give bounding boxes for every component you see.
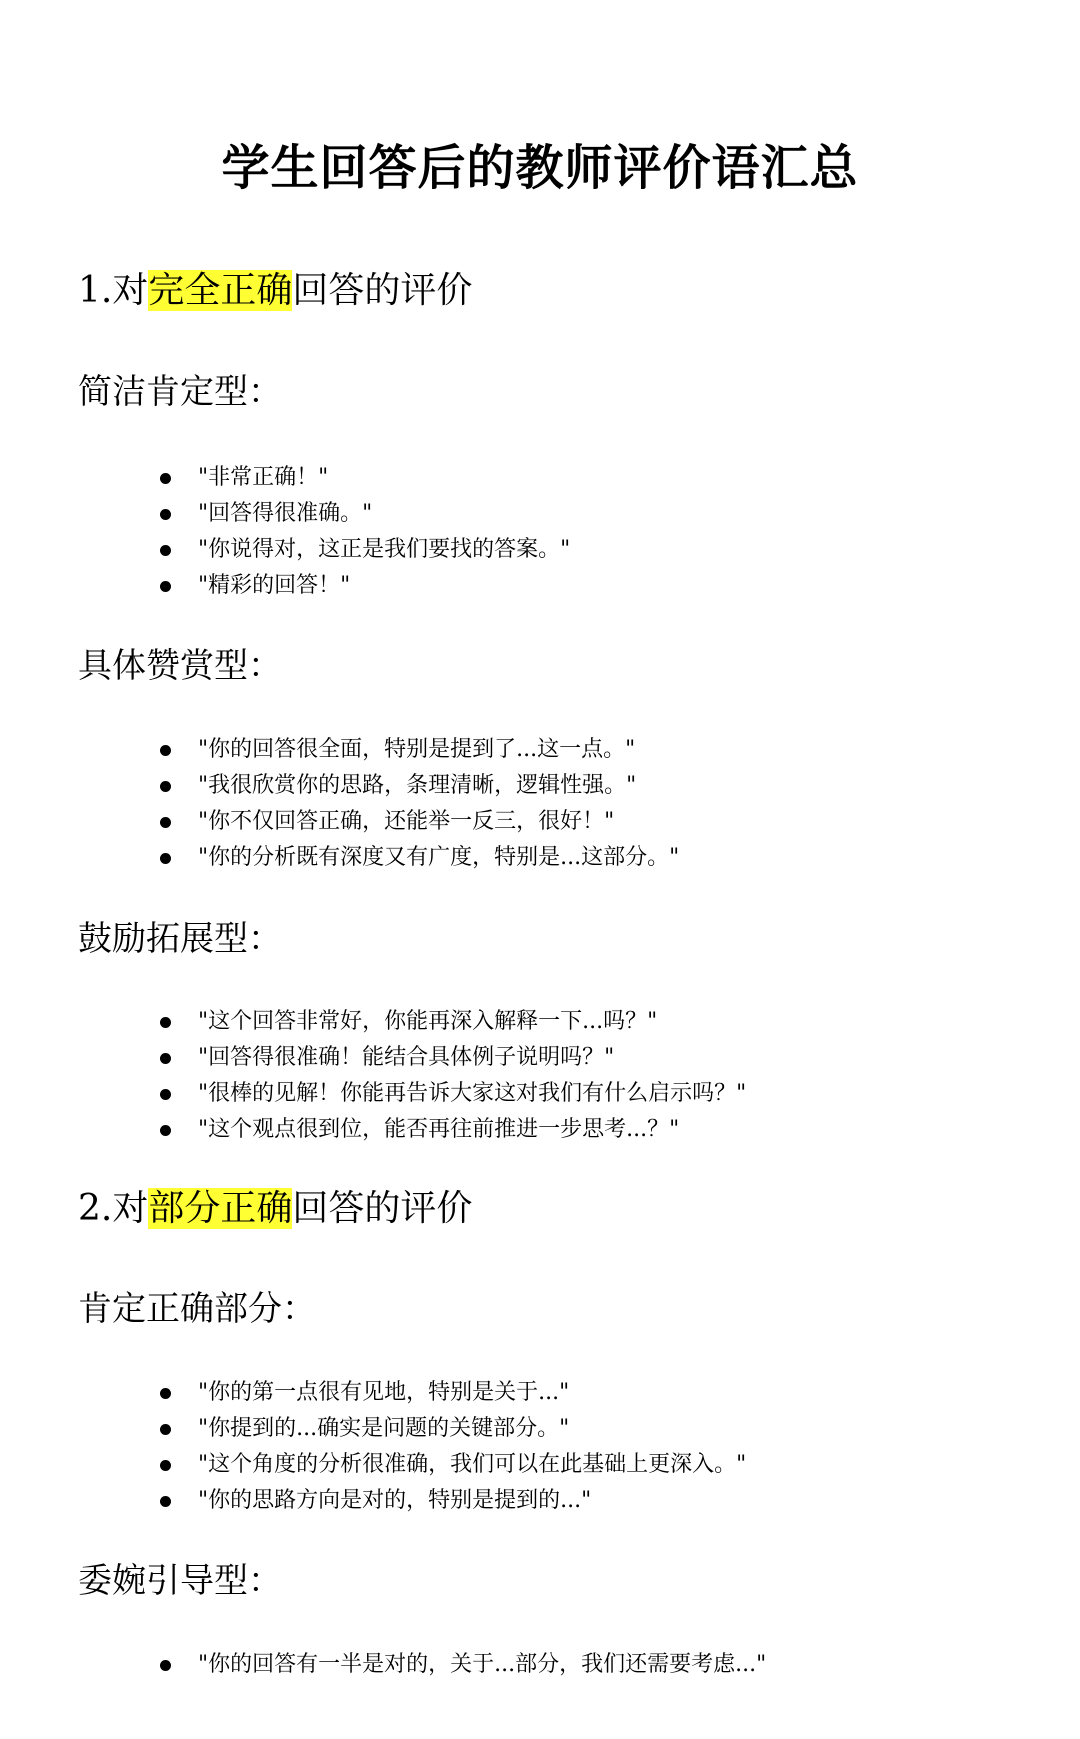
section-suffix: 回答的评价 xyxy=(292,270,473,311)
list-item xyxy=(0,1483,746,1519)
list-item xyxy=(0,460,570,496)
quote-list xyxy=(0,732,679,876)
bullet-icon xyxy=(160,781,171,792)
list-item xyxy=(0,768,679,804)
bullet-icon xyxy=(160,1496,171,1507)
section-suffix: 回答的评价 xyxy=(292,1188,473,1229)
quote-list xyxy=(0,460,570,604)
bullet-icon xyxy=(160,1388,171,1399)
list-item xyxy=(0,1076,746,1112)
quote-text: "回答得很准确！能结合具体例子说明吗？" xyxy=(198,1045,615,1070)
list-item xyxy=(0,568,570,604)
bullet-icon xyxy=(160,1125,171,1136)
quote-text: "你的回答有一半是对的，关于...部分，我们还需要考虑..." xyxy=(198,1652,767,1677)
list-item xyxy=(0,1411,746,1447)
quote-text: "你不仅回答正确，还能举一反三，很好！" xyxy=(198,809,615,834)
list-item xyxy=(0,1112,746,1148)
quote-text: "你的回答很全面，特别是提到了...这一点。" xyxy=(198,737,636,762)
bullet-icon xyxy=(160,509,171,520)
list-item xyxy=(0,804,679,840)
list-item xyxy=(0,1447,746,1483)
quote-text: "你的分析既有深度又有广度，特别是...这部分。" xyxy=(198,845,680,870)
bullet-icon xyxy=(160,545,171,556)
bullet-icon xyxy=(160,817,171,828)
list-item xyxy=(0,1375,746,1411)
group-heading: 鼓励拓展型： xyxy=(78,919,282,959)
document-title: 学生回答后的教师评价语汇总 xyxy=(221,140,859,196)
bullet-icon xyxy=(160,1424,171,1435)
list-item xyxy=(0,1647,766,1683)
list-item xyxy=(0,732,679,768)
bullet-icon xyxy=(160,581,171,592)
quote-text: "你提到的...确实是问题的关键部分。" xyxy=(198,1416,570,1441)
list-item xyxy=(0,840,679,876)
section-highlight: 部分正确 xyxy=(148,1188,293,1229)
section-prefix: 对 xyxy=(112,270,149,311)
bullet-icon xyxy=(160,853,171,864)
group-heading: 委婉引导型： xyxy=(78,1561,282,1601)
quote-text: "回答得很准确。" xyxy=(198,501,373,526)
list-item xyxy=(0,532,570,568)
quote-text: "你的第一点很有见地，特别是关于..." xyxy=(198,1380,570,1405)
quote-text: "我很欣赏你的思路，条理清晰，逻辑性强。" xyxy=(198,773,637,798)
bullet-icon xyxy=(160,473,171,484)
bullet-icon xyxy=(160,1017,171,1028)
quote-text: "你说得对，这正是我们要找的答案。" xyxy=(198,537,571,562)
quote-text: "你的思路方向是对的，特别是提到的..." xyxy=(198,1488,592,1513)
bullet-icon xyxy=(160,1460,171,1471)
section-highlight: 完全正确 xyxy=(148,270,293,311)
bullet-icon xyxy=(160,745,171,756)
quote-text: "精彩的回答！" xyxy=(198,573,351,598)
quote-text: "这个角度的分析很准确，我们可以在此基础上更深入。" xyxy=(198,1452,747,1477)
section-prefix: 对 xyxy=(112,1188,149,1229)
list-item xyxy=(0,1004,746,1040)
group-heading: 具体赞赏型： xyxy=(78,646,282,686)
section-heading-2 xyxy=(78,1186,472,1232)
quote-text: "很棒的见解！你能再告诉大家这对我们有什么启示吗？" xyxy=(198,1081,747,1106)
bullet-icon xyxy=(160,1089,171,1100)
quote-list xyxy=(0,1375,746,1519)
bullet-icon xyxy=(160,1053,171,1064)
quote-text: "这个观点很到位，能否再往前推进一步思考...？" xyxy=(198,1117,680,1142)
list-item xyxy=(0,496,570,532)
quote-list xyxy=(0,1647,766,1683)
bullet-icon xyxy=(160,1660,171,1671)
group-heading: 肯定正确部分： xyxy=(78,1289,316,1329)
section-heading-1 xyxy=(78,268,472,314)
quote-text: "非常正确！" xyxy=(198,465,329,490)
quote-text: "这个回答非常好，你能再深入解释一下...吗？" xyxy=(198,1009,658,1034)
quote-list xyxy=(0,1004,746,1148)
section-number: 2. xyxy=(78,1188,113,1229)
section-number: 1. xyxy=(78,270,113,311)
list-item xyxy=(0,1040,746,1076)
group-heading: 简洁肯定型： xyxy=(78,372,282,412)
